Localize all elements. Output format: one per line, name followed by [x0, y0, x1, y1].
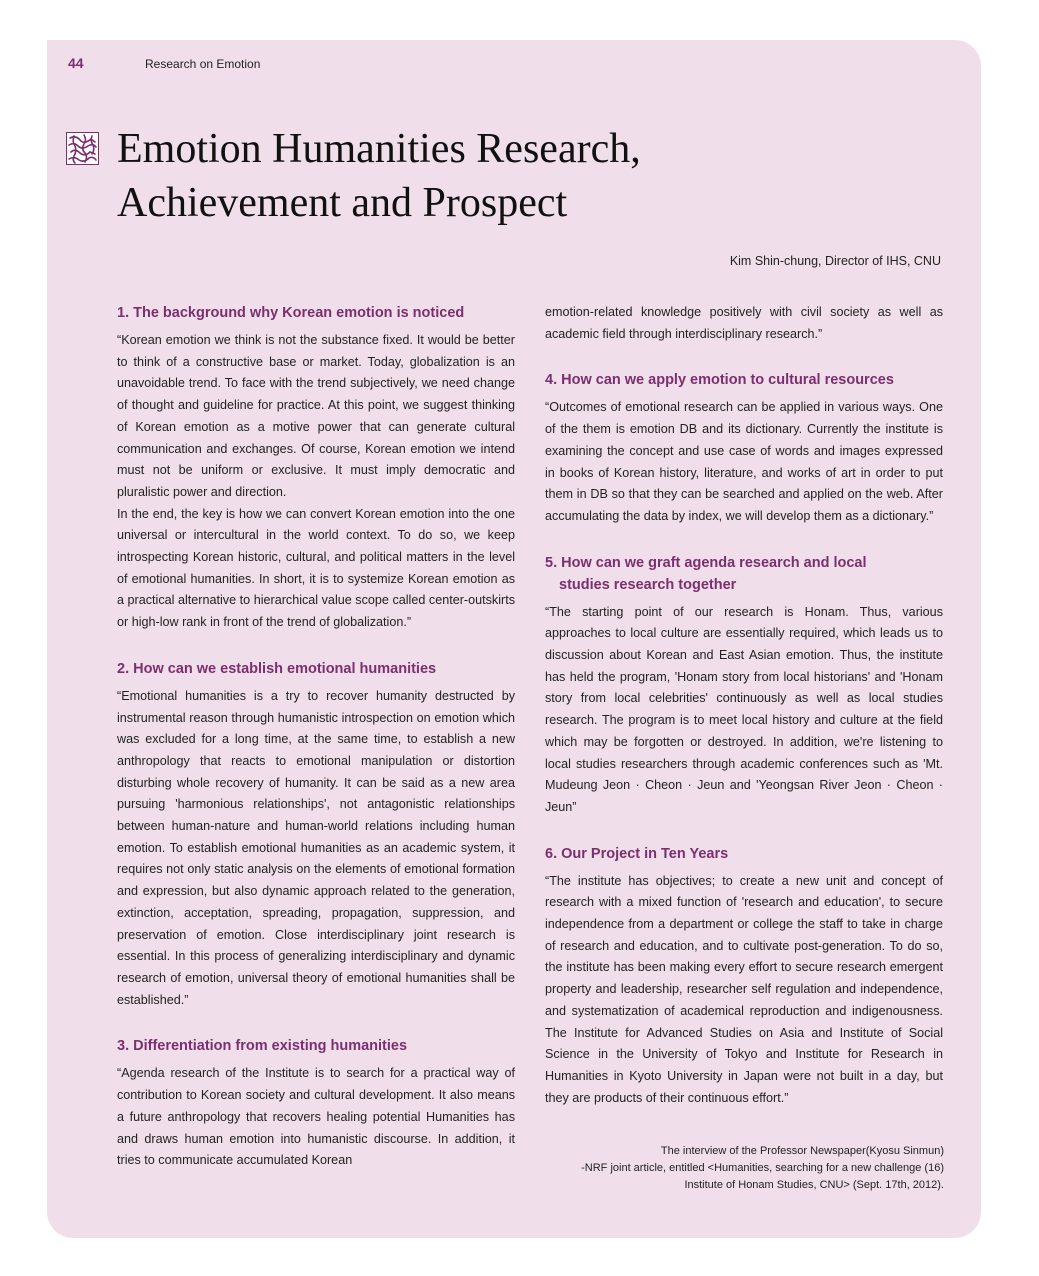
- section-2: [117, 658, 515, 1012]
- section-4: [545, 369, 943, 527]
- section-heading: 1. The background why Korean emotion is noticed: [117, 305, 465, 321]
- section-heading: 3. Differentiation from existing humanities: [117, 1038, 408, 1055]
- section-heading-line-2: studies research together: [559, 576, 737, 593]
- section-paragraph: “Emotional humanities is a try to recover humanity destructed by instrumental reason through humanistic introspection on emotion which was excluded for a long time, at the same time, to establish a new anthropology that reacts to emotional manipulation or distortion disturbing whole recovery of humanity. It can be said as a new area pursuing 'harmonious relationships', not antagonistic relationships between human-nature and human-world relations including human emotion. To establish emotional humanities as an academic system, it requires not only static analysis on the elements of emotional formation and expression, but also dynamic approach related to the generation, extinction, acceptation, spreading, propagation, suppression, and preservation of emotion. Close interdisciplinary joint research is essential. In this process of generalizing interdisciplinary and dynamic research of emotion, universal theory of emotional humanities shall be established.”: [117, 688, 515, 1007]
- credit-line-1: The interview of the Professor Newspaper(Kyosu Sinmun): [660, 1145, 944, 1157]
- section-heading: [545, 552, 943, 596]
- section-1: [117, 302, 515, 634]
- section-5: [545, 552, 943, 819]
- author-byline: Kim Shin-chung, Director of IHS, CNU: [729, 254, 941, 268]
- section-3: [117, 1035, 515, 1172]
- section-paragraph: “Outcomes of emotional research can be applied in various ways. One of the them is emotion DB and its dictionary. Currently the institute is examining the concept and use case of words and images expressed in books of Korean history, literature, and works of art in order to put them in DB so that they can be searched and applied on the web. After accumulating the data by index, we will develop them as a dictionary.”: [545, 400, 943, 523]
- running-head: Research on Emotion: [145, 57, 261, 71]
- maze-pattern-icon: [66, 132, 99, 165]
- title-line-2: Achievement and Prospect: [117, 180, 568, 226]
- section-paragraph: “The starting point of our research is Honam. Thus, various approaches to local culture are essentially required, which leads us to discussion about Korean and East Asian emotion. Thus, the institute has held the program, 'Honam story from local historians' and 'Honam story from local celebrities' continuously as well as local studies research. The program is to meet local history and culture at the field which may be forgotten or destroyed. In addition, we're listening to local studies researchers through academic conferences such as 'Mt. Mudeung Jeon · Cheon · Jeun and 'Yeongsan River Jeon · Cheon · Jeun”: [545, 604, 943, 814]
- page-number: 44: [68, 55, 84, 71]
- section-heading: 2. How can we establish emotional humanities: [117, 660, 437, 677]
- right-column: [545, 302, 943, 1109]
- section-heading-line-1: 5. How can we graft agenda research and local: [545, 554, 867, 571]
- credit-line-2: -NRF joint article, entitled <Humanities, searching for a new challenge (16): [581, 1162, 944, 1174]
- section-6: [545, 843, 943, 1110]
- credit-line-3: Institute of Honam Studies, CNU> (Sept. 17th, 2012).: [684, 1179, 944, 1191]
- section-heading: 6. Our Project in Ten Years: [545, 845, 729, 862]
- left-column: [117, 302, 515, 1172]
- section-paragraph: “The institute has objectives; to create a new unit and concept of research with a mixed function of 'research and education', to secure independence from a department or college the staff to take in charge of research and education, and to cultivate post-generation. To do so, the institute has been making every effort to secure research emergent property and leadership, researcher self regulation and independence, and systematization of academical reproduction and indigenousness. The Institute for Advanced Studies on Asia and Institute of Social Science in the University of Tokyo and Institute for Research in Humanities in Kyoto University in Japan were not built in a day, but they are products of their continuous effort.”: [545, 873, 943, 1105]
- continued-paragraph: emotion-related knowledge positively with civil society as well as academic field through interdisciplinary research.”: [545, 305, 943, 341]
- section-paragraph: “Korean emotion we think is not the substance fixed. It would be better to think of a constructive base or market. Today, globalization is an unavoidable trend. To face with the trend subjectively, we need change of thought and guideline for practice. At this point, we suggest thinking of Korean emotion as a motive power that can generate cultural communication and exchanges. Of course, Korean emotion we intend must not be uniform or exclusive. It must imply democratic and pluralistic power and direction.: [117, 333, 515, 499]
- source-credit: [581, 1143, 944, 1194]
- page-title: [117, 122, 817, 230]
- section-paragraph: “Agenda research of the Institute is to search for a practical way of contribution to Korean society and cultural development. It also means a future anthropology that recovers healing potential Humanities has and draws human emotion into humanistic discourse. In addition, it tries to communicate accumulated Korean: [117, 1066, 515, 1168]
- section-paragraph: In the end, the key is how we can convert Korean emotion into the one universal or intercultural in the world context. To do so, we keep introspecting Korean historic, cultural, and political matters in the level of emotional humanities. In short, it is to systemize Korean emotion as a practical alternative to hierarchical value scope called center-outskirts or high-low rank in front of the trend of globalization.”: [117, 506, 515, 630]
- title-line-1: Emotion Humanities Research,: [117, 126, 641, 172]
- section-heading: 4. How can we apply emotion to cultural resources: [545, 372, 894, 389]
